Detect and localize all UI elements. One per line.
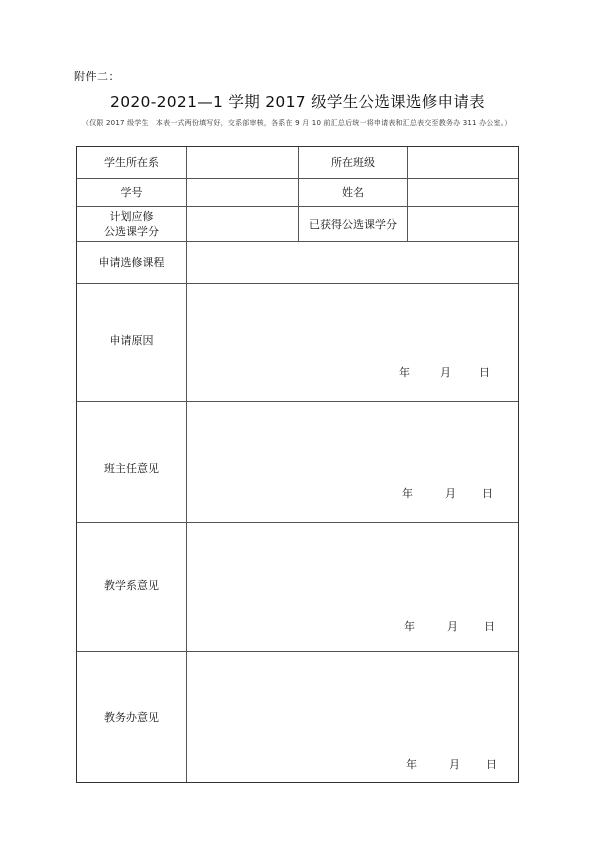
class-label: 所在班级 <box>331 156 375 169</box>
teaching-dept-day-label: 日 <box>484 620 495 633</box>
course-field[interactable] <box>187 242 518 283</box>
reason-year-label: 年 <box>399 366 410 379</box>
reason-field[interactable] <box>187 284 518 401</box>
academic-office-label: 教务办意见 <box>104 711 159 724</box>
reason-month-label: 月 <box>440 366 451 379</box>
planned-credits-label-line1: 计划应修 <box>109 210 154 223</box>
academic-office-year-label: 年 <box>406 758 417 771</box>
teaching-dept-label: 教学系意见 <box>104 579 159 592</box>
department-label: 学生所在系 <box>104 156 159 169</box>
academic-office-month-label: 月 <box>449 758 460 771</box>
department-field[interactable] <box>187 147 298 178</box>
instruction-note: （仅限 2017 级学生 本表一式两份填写好，交系部审核，各系在 9 月 10 前汇总后统一将申请表和汇总表交至教务办 311 办公室。） <box>82 119 512 127</box>
teaching-dept-month-label: 月 <box>447 620 458 633</box>
course-label: 申请选修课程 <box>98 256 165 269</box>
class-field[interactable] <box>408 147 518 178</box>
head-teacher-label: 班主任意见 <box>104 462 159 475</box>
head-teacher-month-label: 月 <box>445 487 456 500</box>
reason-day-label: 日 <box>479 366 490 379</box>
head-teacher-day-label: 日 <box>482 487 493 500</box>
name-field[interactable] <box>408 179 518 206</box>
reason-label: 申请原因 <box>109 334 154 347</box>
teaching-dept-year-label: 年 <box>404 620 415 633</box>
head-teacher-year-label: 年 <box>402 487 413 500</box>
student-id-label: 学号 <box>120 186 143 199</box>
earned-credits-label: 已获得公选课学分 <box>309 218 397 231</box>
planned-credits-field[interactable] <box>187 207 298 241</box>
attachment-label: 附件二： <box>74 70 120 83</box>
teaching-dept-field[interactable] <box>187 523 518 651</box>
student-id-field[interactable] <box>187 179 298 206</box>
head-teacher-field[interactable] <box>187 402 518 522</box>
form-title: 2020-2021—1 学期 2017 级学生公选课选修申请表 <box>110 93 485 111</box>
academic-office-field[interactable] <box>187 652 518 782</box>
application-form-table <box>76 146 519 783</box>
earned-credits-field[interactable] <box>408 207 518 241</box>
academic-office-day-label: 日 <box>486 758 497 771</box>
name-label: 姓名 <box>342 186 364 199</box>
planned-credits-label-line2: 公选课学分 <box>104 225 159 238</box>
